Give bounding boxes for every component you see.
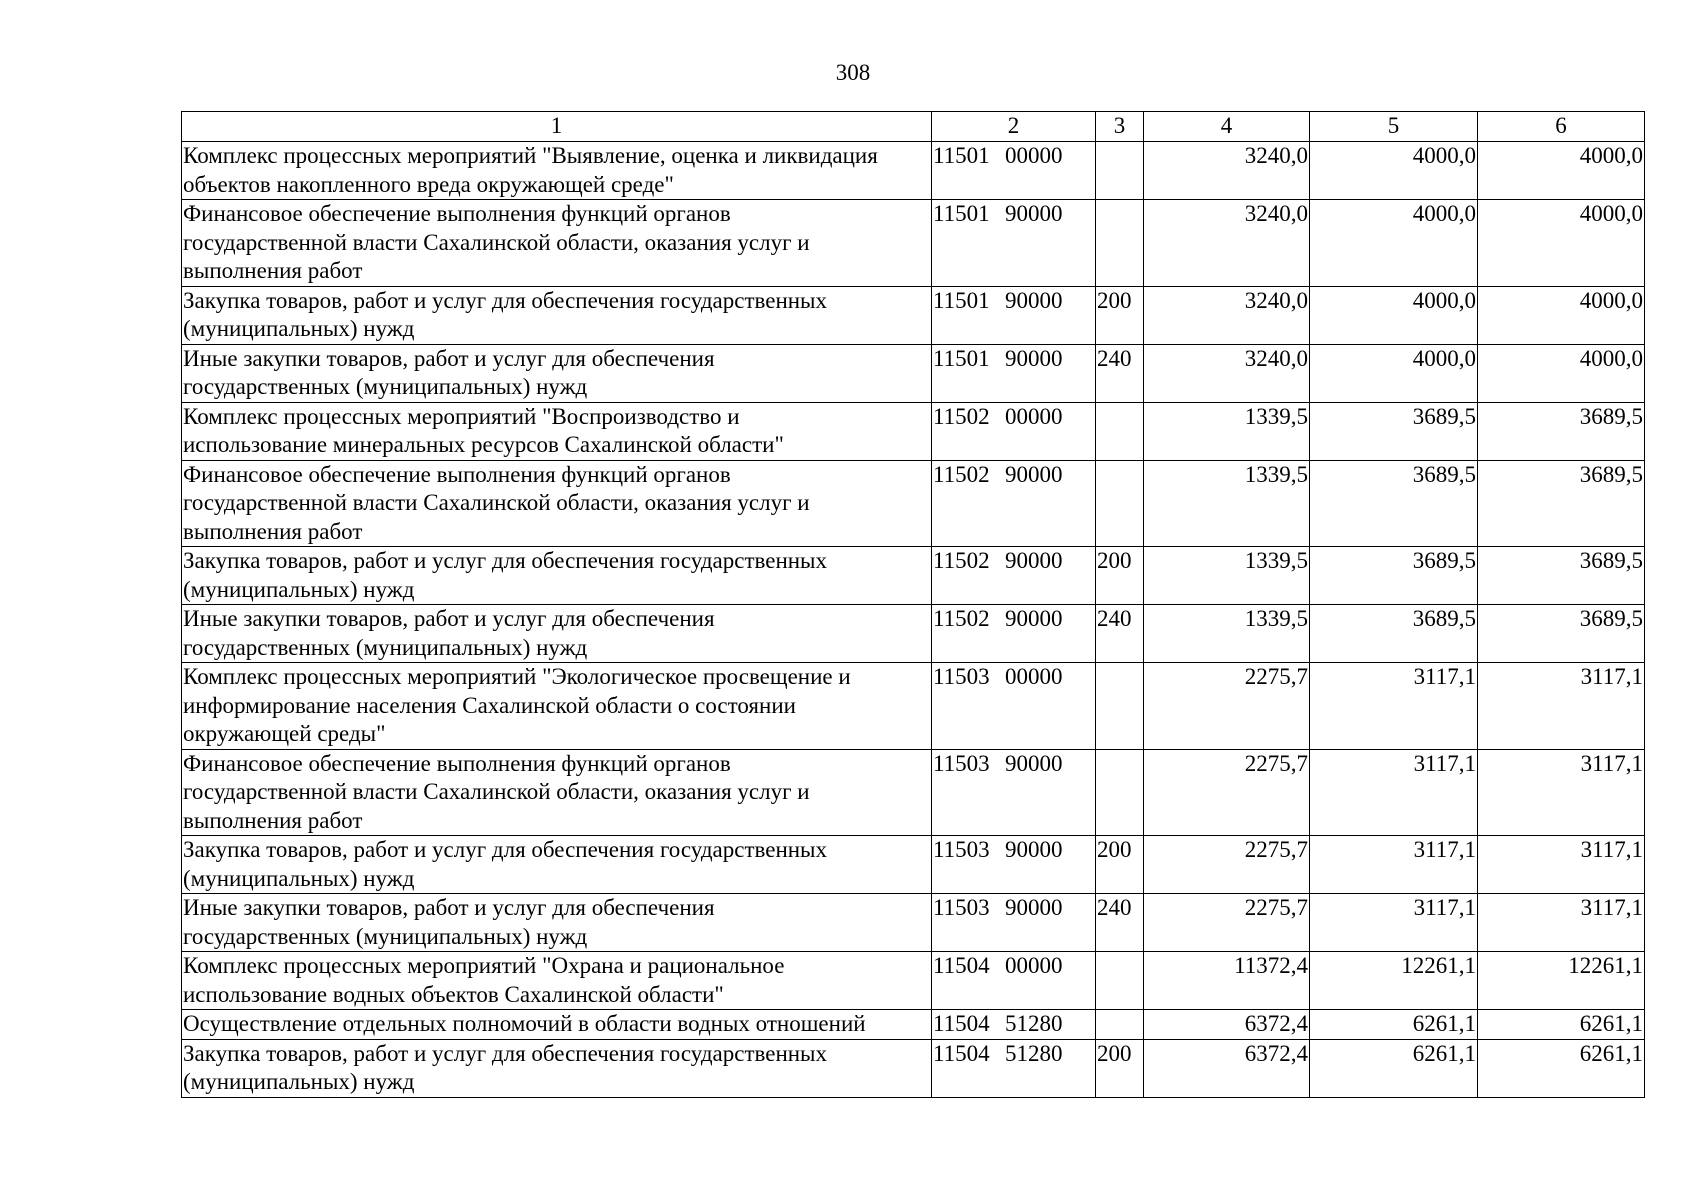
row-name: Закупка товаров, работ и услуг для обеспечения государственных (муниципальных) нужд <box>182 286 932 344</box>
row-value-5: 12261,1 <box>1310 952 1478 1010</box>
row-value-6: 12261,1 <box>1478 952 1645 1010</box>
row-value-4: 2275,7 <box>1144 894 1310 952</box>
row-expense-type: 200 <box>1096 547 1144 605</box>
row-name: Комплекс процессных мероприятий "Воспроизводство и использование минеральных ресурсов Сахалинской области" <box>182 402 932 460</box>
row-value-4: 1339,5 <box>1144 402 1310 460</box>
row-name: Финансовое обеспечение выполнения функций органов государственной власти Сахалинской области, оказания услуг и выполнения работ <box>182 460 932 547</box>
row-value-5: 6261,1 <box>1310 1039 1478 1097</box>
table-row <box>182 1039 1645 1097</box>
row-code-program: 11504 <box>933 953 990 978</box>
row-value-6: 6261,1 <box>1478 1039 1645 1097</box>
row-value-5: 4000,0 <box>1310 142 1478 200</box>
row-code <box>932 1010 1096 1040</box>
row-name: Закупка товаров, работ и услуг для обеспечения государственных (муниципальных) нужд <box>182 1039 932 1097</box>
row-code-direction: 90000 <box>1005 837 1063 862</box>
row-value-4: 11372,4 <box>1144 952 1310 1010</box>
row-name: Финансовое обеспечение выполнения функций органов государственной власти Сахалинской области, оказания услуг и выполнения работ <box>182 200 932 287</box>
row-expense-type: 240 <box>1096 894 1144 952</box>
row-value-6: 3689,5 <box>1478 460 1645 547</box>
row-code <box>932 547 1096 605</box>
table-row <box>182 605 1645 663</box>
row-name: Закупка товаров, работ и услуг для обеспечения государственных (муниципальных) нужд <box>182 547 932 605</box>
row-code-program: 11501 <box>933 287 990 313</box>
column-header-6: 6 <box>1478 112 1645 142</box>
row-value-4: 1339,5 <box>1144 605 1310 663</box>
row-code-direction: 51280 <box>1005 1011 1063 1036</box>
row-code-program: 11503 <box>933 664 990 689</box>
row-expense-type: 200 <box>1096 836 1144 894</box>
table-row <box>182 142 1645 200</box>
table-row <box>182 547 1645 605</box>
row-code-direction: 00000 <box>1005 143 1063 168</box>
budget-table <box>181 111 1645 1098</box>
row-expense-type <box>1096 200 1144 287</box>
row-name: Комплекс процессных мероприятий "Охрана и рациональное использование водных объектов Сахалинской области" <box>182 952 932 1010</box>
row-code-program: 11503 <box>933 895 990 920</box>
row-expense-type <box>1096 402 1144 460</box>
row-value-6: 3117,1 <box>1478 663 1645 750</box>
row-code <box>932 142 1096 200</box>
row-code-direction: 90000 <box>1005 548 1063 573</box>
row-expense-type <box>1096 952 1144 1010</box>
row-value-4: 2275,7 <box>1144 836 1310 894</box>
row-value-4: 6372,4 <box>1144 1039 1310 1097</box>
row-name: Финансовое обеспечение выполнения функций органов государственной власти Сахалинской области, оказания услуг и выполнения работ <box>182 749 932 836</box>
row-expense-type: 240 <box>1096 344 1144 402</box>
row-value-5: 3117,1 <box>1310 894 1478 952</box>
table-body <box>182 142 1645 1098</box>
table-row <box>182 749 1645 836</box>
row-code <box>932 344 1096 402</box>
row-value-4: 6372,4 <box>1144 1010 1310 1040</box>
table-row <box>182 286 1645 344</box>
row-value-4: 1339,5 <box>1144 460 1310 547</box>
table-row <box>182 344 1645 402</box>
row-code-program: 11501 <box>933 345 990 371</box>
row-value-6: 4000,0 <box>1478 142 1645 200</box>
row-code-direction: 90000 <box>1005 461 1063 487</box>
row-value-5: 3117,1 <box>1310 836 1478 894</box>
table-row <box>182 836 1645 894</box>
row-code <box>932 836 1096 894</box>
row-code <box>932 663 1096 750</box>
column-header-4: 4 <box>1144 112 1310 142</box>
row-name: Закупка товаров, работ и услуг для обеспечения государственных (муниципальных) нужд <box>182 836 932 894</box>
row-code <box>932 605 1096 663</box>
row-value-6: 3689,5 <box>1478 605 1645 663</box>
table-row <box>182 200 1645 287</box>
row-name: Комплекс процессных мероприятий "Экологическое просвещение и информирование населения Сахалинской области о состоянии окружающей среды" <box>182 663 932 750</box>
row-expense-type <box>1096 1010 1144 1040</box>
row-code-direction: 90000 <box>1005 895 1063 920</box>
row-value-4: 2275,7 <box>1144 663 1310 750</box>
row-value-5: 3117,1 <box>1310 749 1478 836</box>
row-name: Комплекс процессных мероприятий "Выявление, оценка и ликвидация объектов накопленного вреда окружающей среде" <box>182 142 932 200</box>
row-value-6: 3117,1 <box>1478 894 1645 952</box>
row-code-program: 11502 <box>933 403 990 429</box>
row-code <box>932 286 1096 344</box>
row-code-program: 11503 <box>933 750 990 776</box>
row-code-direction: 90000 <box>1005 345 1063 371</box>
row-value-6: 4000,0 <box>1478 286 1645 344</box>
row-expense-type: 240 <box>1096 605 1144 663</box>
table-row <box>182 1010 1645 1040</box>
row-code <box>932 1039 1096 1097</box>
row-code-direction: 90000 <box>1005 287 1063 313</box>
row-value-5: 6261,1 <box>1310 1010 1478 1040</box>
row-code <box>932 894 1096 952</box>
row-expense-type: 200 <box>1096 1039 1144 1097</box>
column-header-3: 3 <box>1096 112 1144 142</box>
row-value-5: 3689,5 <box>1310 547 1478 605</box>
row-value-5: 4000,0 <box>1310 200 1478 287</box>
row-value-5: 3117,1 <box>1310 663 1478 750</box>
row-name: Иные закупки товаров, работ и услуг для обеспечения государственных (муниципальных) нужд <box>182 344 932 402</box>
row-value-4: 3240,0 <box>1144 142 1310 200</box>
row-expense-type <box>1096 460 1144 547</box>
row-value-6: 3117,1 <box>1478 749 1645 836</box>
row-code-program: 11502 <box>933 461 990 487</box>
row-value-6: 3689,5 <box>1478 547 1645 605</box>
row-code-direction: 90000 <box>1005 750 1063 776</box>
row-code-direction: 00000 <box>1005 953 1063 978</box>
column-header-5: 5 <box>1310 112 1478 142</box>
row-name: Иные закупки товаров, работ и услуг для обеспечения государственных (муниципальных) нужд <box>182 605 932 663</box>
row-code-program: 11502 <box>933 548 990 573</box>
table-row <box>182 952 1645 1010</box>
row-code-program: 11502 <box>933 606 990 631</box>
row-value-5: 4000,0 <box>1310 344 1478 402</box>
row-value-6: 4000,0 <box>1478 344 1645 402</box>
row-value-4: 3240,0 <box>1144 200 1310 287</box>
row-expense-type <box>1096 142 1144 200</box>
row-value-4: 1339,5 <box>1144 547 1310 605</box>
row-value-5: 3689,5 <box>1310 460 1478 547</box>
row-expense-type: 200 <box>1096 286 1144 344</box>
row-value-6: 4000,0 <box>1478 200 1645 287</box>
table-row <box>182 402 1645 460</box>
row-name: Иные закупки товаров, работ и услуг для обеспечения государственных (муниципальных) нужд <box>182 894 932 952</box>
row-value-6: 3689,5 <box>1478 402 1645 460</box>
row-value-5: 3689,5 <box>1310 605 1478 663</box>
column-header-2: 2 <box>932 112 1096 142</box>
row-code <box>932 402 1096 460</box>
table-row <box>182 894 1645 952</box>
row-value-4: 2275,7 <box>1144 749 1310 836</box>
column-header-1: 1 <box>182 112 932 142</box>
row-code <box>932 952 1096 1010</box>
row-name: Осуществление отдельных полномочий в области водных отношений <box>182 1010 932 1040</box>
row-code-program: 11501 <box>933 143 990 168</box>
table-header-row <box>182 112 1645 142</box>
row-code-direction: 51280 <box>1005 1040 1063 1066</box>
row-code-program: 11503 <box>933 837 990 862</box>
row-code-direction: 00000 <box>1005 403 1063 429</box>
row-value-4: 3240,0 <box>1144 344 1310 402</box>
row-code-direction: 90000 <box>1005 606 1063 631</box>
row-code-program: 11504 <box>933 1011 990 1036</box>
row-value-6: 6261,1 <box>1478 1010 1645 1040</box>
row-value-4: 3240,0 <box>1144 286 1310 344</box>
table-row <box>182 663 1645 750</box>
row-code-program: 11501 <box>933 201 990 226</box>
row-expense-type <box>1096 749 1144 836</box>
row-value-6: 3117,1 <box>1478 836 1645 894</box>
row-expense-type <box>1096 663 1144 750</box>
row-code-program: 11504 <box>933 1040 990 1066</box>
row-value-5: 4000,0 <box>1310 286 1478 344</box>
row-code-direction: 00000 <box>1005 664 1063 689</box>
page-number: 308 <box>835 60 871 85</box>
table-row <box>182 460 1645 547</box>
row-value-5: 3689,5 <box>1310 402 1478 460</box>
row-code <box>932 200 1096 287</box>
row-code-direction: 90000 <box>1005 201 1063 226</box>
row-code <box>932 749 1096 836</box>
row-code <box>932 460 1096 547</box>
